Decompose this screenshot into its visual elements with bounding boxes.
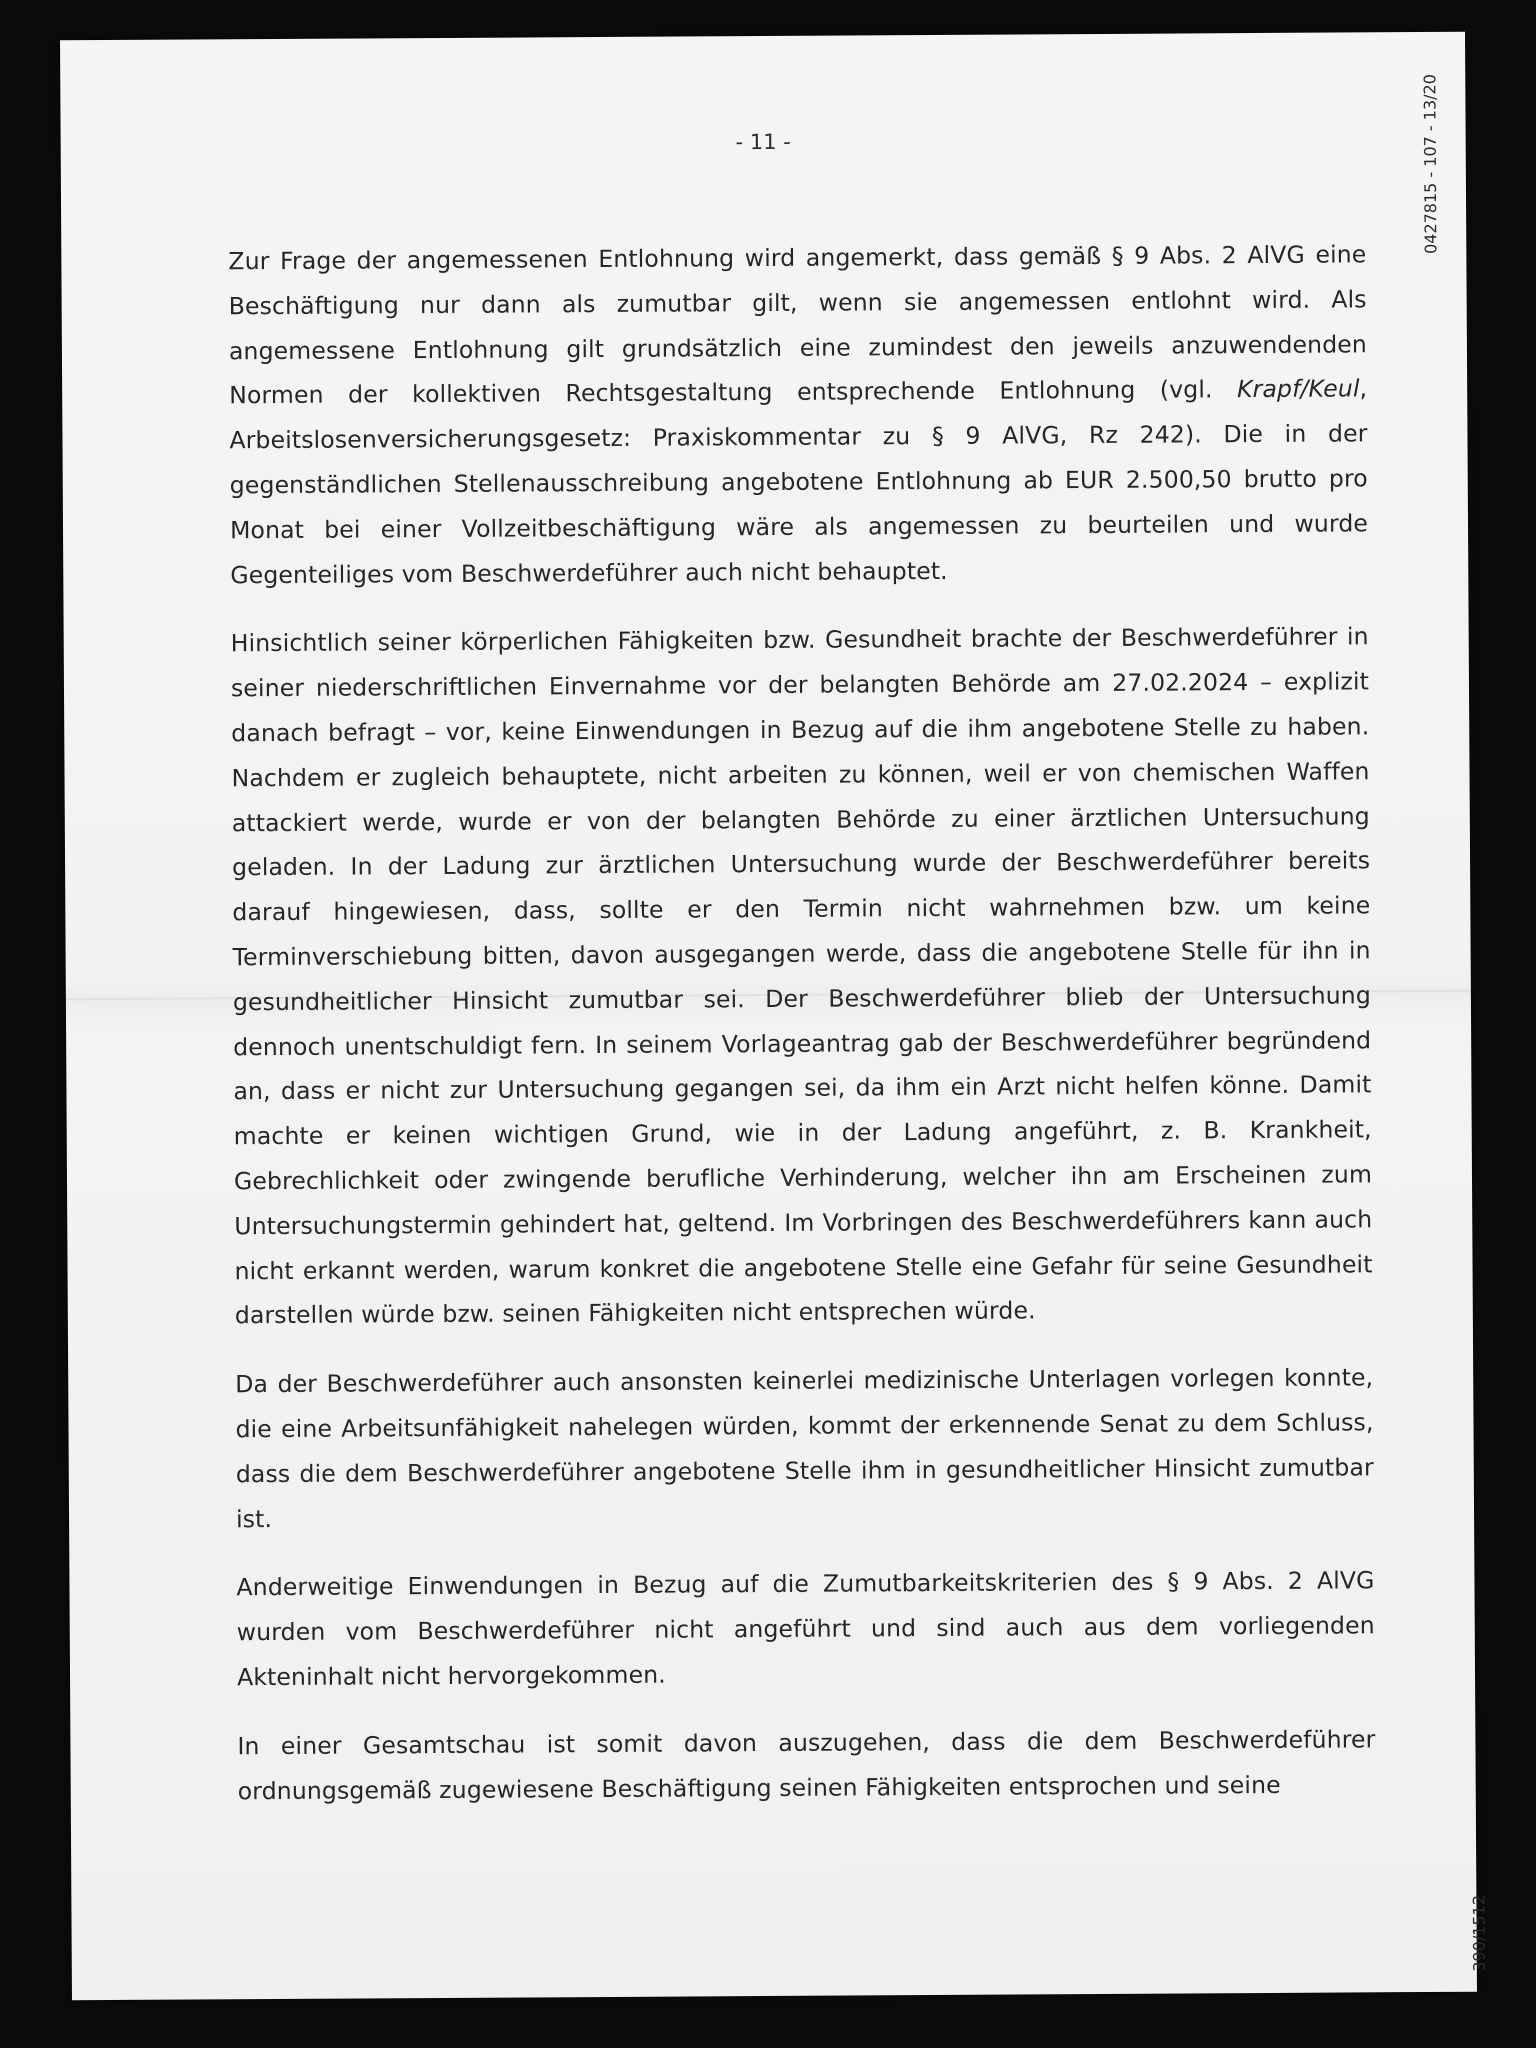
- paragraph-remuneration: [228, 232, 1368, 597]
- paragraph-text: , Arbeitslosenversicherungsgesetz: Praxiskommentar zu § 9 AlVG, Rz 242). Die in der gegenständlichen Stellenausschreibung angebotene Entlohnung ab EUR 2.500,50 brutto pro Monat bei einer Vollzeitbeschäftigung wäre als angemessen zu beurteilen und wurde Gegenteiliges vom Beschwerdeführer auch nicht behauptet.: [229, 374, 1369, 589]
- paragraph-text: Zur Frage der angemessenen Entlohnung wird angemerkt, dass gemäß § 9 Abs. 2 AlVG eine Beschäftigung nur dann als zumutbar gilt, wenn sie angemessen entlohnt wird. Als angemessene Entlohnung gilt grundsätzlich eine zumindest den jeweils anzuwendenden Normen der kollektiven Rechtsgestaltung entsprechende Entlohnung (vgl.: [228, 240, 1367, 410]
- paragraph-health: Hinsichtlich seiner körperlichen Fähigkeiten bzw. Gesundheit brachte der Beschwerdeführer in seiner niederschriftlichen Einvernahme vor der belangten Behörde am 27.02.2024 – explizit danach befragt – vor, keine Einwendungen in Bezug auf die ihm angebotene Stelle zu haben. Nachdem er zugleich behauptete, nicht arbeiten zu können, weil er von chemischen Waffen attackiert werde, wurde er von der belangten Behörde zu einer ärztlichen Untersuchung geladen. In der Ladung zur ärztlichen Untersuchung wurde der Beschwerdeführer bereits darauf hingewiesen, dass, sollte er den Termin nicht wahrnehmen bzw. um keine Terminverschiebung bitten, davon ausgegangen werde, dass die angebotene Stelle für ihn in gesundheitlicher Hinsicht zumutbar sei. Der Beschwerdeführer blieb der Untersuchung dennoch unentschuldigt fern. In seinem Vorlageantrag gab der Beschwerdeführer begründend an, dass er nicht zur Untersuchung gegangen sei, da ihm ein Arzt nicht helfen könne. Damit machte er keinen wichtigen Grund, wie in der Ladung angeführt, z. B. Krankheit, Gebrechlichkeit oder zwingende berufliche Verhinderung, welcher ihn am Erscheinen zum Untersuchungstermin gehindert hat, geltend. Im Vorbringen des Beschwerdeführers kann auch nicht erkannt werden, warum konkret die angebotene Stelle eine Gefahr für seine Gesundheit darstellen würde bzw. seinen Fähigkeiten nicht entsprechen würde.: [230, 622, 1373, 1330]
- paragraph-overall-assessment: In einer Gesamtschau ist somit davon auszugehen, dass die dem Beschwerdeführer ordnungsgemäß zugewiesene Beschäftigung seinen Fähigkeiten entsprochen und seine: [237, 1725, 1376, 1805]
- side-reference-code-bottom: 390/1512: [1469, 1894, 1489, 1972]
- citation-authors: Krapf/Keul: [1236, 374, 1360, 404]
- paragraph-medical-records: Da der Beschwerdeführer auch ansonsten keinerlei medizinische Unterlagen vorlegen konnte, die eine Arbeitsunfähigkeit nahelegen würden, kommt der erkennende Senat zu dem Schluss, dass die dem Beschwerdeführer angebotene Stelle ihm in gesundheitlicher Hinsicht zumutbar ist.: [235, 1363, 1374, 1533]
- body-text: [228, 232, 1376, 1837]
- side-reference-code-top: 0427815 - 107 - 13/20: [1420, 74, 1441, 254]
- page-number: - 11 -: [735, 129, 791, 155]
- paragraph-other-objections: Anderweitige Einwendungen in Bezug auf die Zumutbarkeitskriterien des § 9 Abs. 2 AlVG wurden vom Beschwerdeführer nicht angeführt und sind auch aus dem vorliegenden Akteninhalt nicht hervorgekommen.: [236, 1566, 1375, 1692]
- document-page: [60, 32, 1489, 2001]
